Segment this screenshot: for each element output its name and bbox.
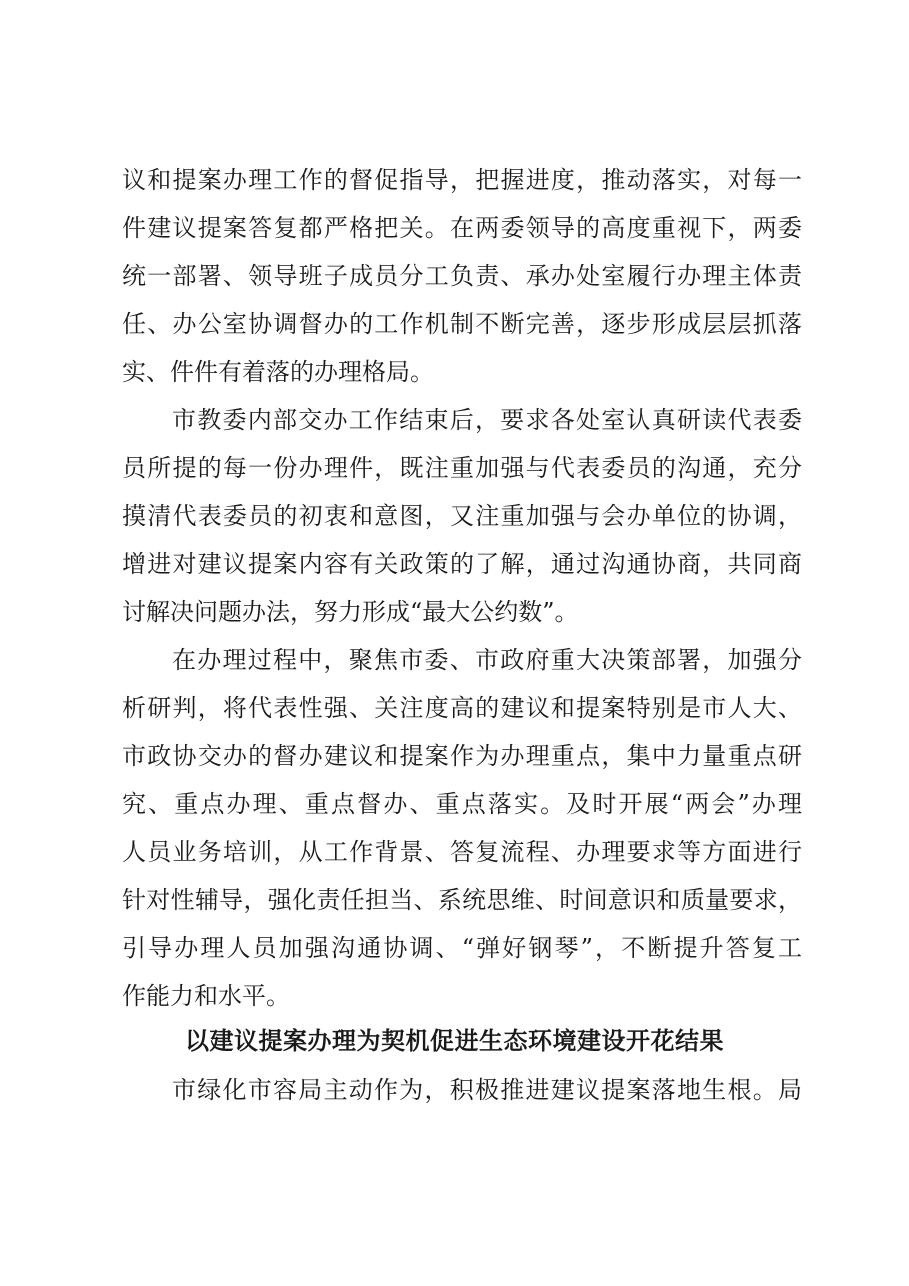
paragraph-1-line-2: 件建议提案答复都严格把关。在两委领导的高度重视下，两委: [122, 214, 802, 242]
paragraph-3-line-1: 在办理过程中，聚焦市委、市政府重大决策部署，加强分: [172, 646, 802, 674]
paragraph-2-line-4: 增进对建议提案内容有关政策的了解，通过沟通协商，共同商: [122, 550, 802, 578]
paragraph-2-line-5: 讨解决问题办法，努力形成“最大公约数”。: [122, 598, 579, 626]
paragraph-3-line-3: 市政协交办的督办建议和提案作为办理重点，集中力量重点研: [122, 742, 802, 770]
paragraph-1-line-5: 实、件件有着落的办理格局。: [122, 358, 434, 386]
paragraph-3-line-8: 作能力和水平。: [122, 982, 290, 1010]
paragraph-1-line-1: 议和提案办理工作的督促指导，把握进度，推动落实，对每一: [122, 166, 802, 194]
paragraph-3-line-2: 析研判，将代表性强、关注度高的建议和提案特别是市人大、: [122, 694, 802, 722]
paragraph-3-line-6: 针对性辅导，强化责任担当、系统思维、时间意识和质量要求，: [122, 886, 802, 914]
paragraph-2-line-1: 市教委内部交办工作结束后，要求各处室认真研读代表委: [172, 406, 802, 434]
paragraph-1-line-3: 统一部署、领导班子成员分工负责、承办处室履行办理主体责: [122, 262, 802, 290]
paragraph-2-line-3: 摸清代表委员的初衷和意图，又注重加强与会办单位的协调，: [122, 502, 802, 530]
paragraph-3-line-4: 究、重点办理、重点督办、重点落实。及时开展“两会”办理: [122, 790, 802, 818]
paragraph-1-line-4: 任、办公室协调督办的工作机制不断完善，逐步形成层层抓落: [122, 310, 802, 338]
paragraph-4-line-1: 市绿化市容局主动作为，积极推进建议提案落地生根。局: [172, 1076, 802, 1104]
paragraph-2-line-2: 员所提的每一份办理件，既注重加强与代表委员的沟通，充分: [122, 454, 802, 482]
section-heading: 以建议提案办理为契机促进生态环境建设开花结果: [185, 1026, 724, 1055]
paragraph-3-line-7: 引导办理人员加强沟通协调、“弹好钢琴”，不断提升答复工: [122, 934, 802, 962]
paragraph-3-line-5: 人员业务培训，从工作背景、答复流程、办理要求等方面进行: [122, 838, 802, 866]
